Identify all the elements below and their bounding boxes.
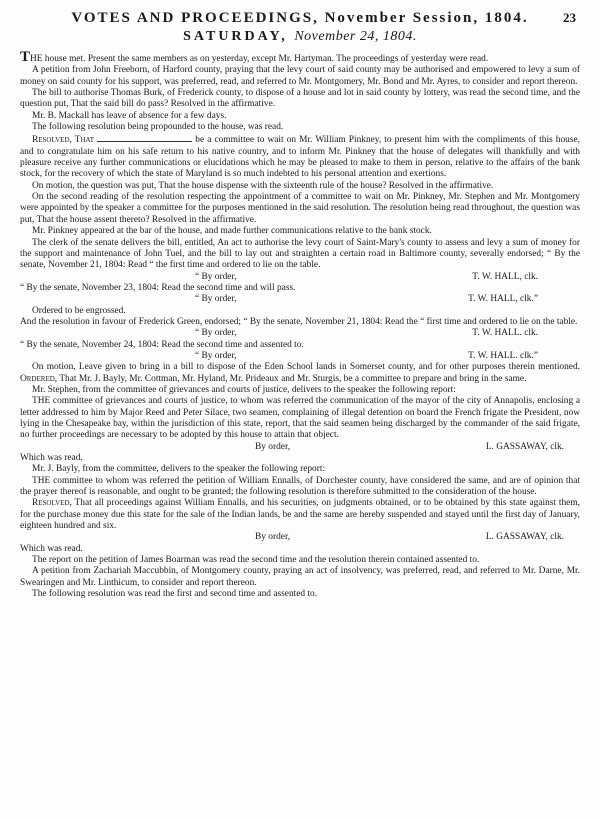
paragraph-house-met	[20, 49, 580, 65]
paragraph-sixteenth-rule: On motion, the question was put, That the house dispense with the sixteenth rule of the house? Resolved in the affirmative.	[32, 180, 494, 191]
by-order-label: “ By order,	[195, 271, 237, 282]
paragraph-text: On motion, Leave given to bring in a bill to dispose of the Eden School lands in Somerset county, and for other purposes therein mentioned.	[32, 362, 580, 373]
paragraph-following-resolution: The following resolution was read the first and second time and assented to.	[32, 589, 318, 600]
dateline-date: November 24, 1804.	[294, 29, 417, 44]
drop-cap: T	[20, 49, 31, 65]
signature-block	[20, 328, 580, 339]
signature-block	[20, 442, 580, 453]
by-order-label: “ By order,	[195, 328, 237, 339]
clerk-signature: L. GASSAWAY, clk.	[485, 441, 564, 452]
dateline-day: SATURDAY,	[183, 29, 288, 44]
paragraph-pinkney-resolution	[20, 133, 580, 180]
paragraph-which-was-read: Which was read.	[20, 453, 83, 464]
paragraph-ennalls-committee: THE committee to whom was referred the petition of William Ennalls, of Dorchester county, have considered the same, and are of opinion that the prayer thereof is reasonable, and ought to be granted; the following resolution is therefore submitted to the consideration of the house.	[20, 475, 580, 498]
paragraph-ennalls-resolution	[20, 498, 580, 532]
clerk-signature: T. W. HALL. clk.”	[468, 350, 538, 361]
blank-line	[97, 133, 192, 142]
clerk-signature: T. W. HALL, clk.	[472, 271, 538, 282]
by-order-label: By order,	[255, 532, 291, 543]
paragraph-text: be a committee to wait on Mr. William Pinkney, to present him with the compliments of this house, and to congratulate him on his safe return to his native country, and to inform Mr. Pinkney that the house of delegates will thankfully and with pleasure receive any further communications or elucidations which he may be pleased to make to them in person, relative to the affairs of the bank stock, for the recovery of which the state of Maryland is so much indebted to his personal attention and exertions.	[20, 135, 581, 180]
clerk-signature: L. GASSAWAY, clk.	[485, 532, 564, 543]
paragraph-senate-bills: The clerk of the senate delivers the bill, entitled, An act to authorise the levy court of Saint-Mary's county to assess and levy a sum of money for the support and maintenance of John Tuel, and the bill to lay out and straighten a certain road in Baltimore county, severally endorsed; “ By the senate, November 21, 1804: Read “ the first time and ordered to lie on the table.	[20, 237, 580, 271]
paragraph-text: That Mr. J. Bayly, Mr. Cottman, Mr. Hyland, Mr. Prideaux and Mr. Sturgis, be a committee to prepare and bring in the same.	[59, 373, 527, 384]
paragraph-stephen-report: Mr. Stephen, from the committee of grievances and courts of justice, delivers to the speaker the following report:	[32, 384, 456, 395]
signature-block	[20, 532, 580, 543]
page-header	[20, 8, 580, 28]
paragraph-freeborn-petition: A petition from John Freeborn, of Harford county, praying that the levy court of said county may be authorised and empowered to levy a sum of money on said county for his support, was preferred, read, and referred to Mr. Montgomery, Mr. Bond and Mr. Ayres, to consider and report thereon.	[20, 65, 580, 87]
signature-block	[20, 272, 580, 283]
dateline	[20, 28, 580, 46]
signature-block	[20, 351, 580, 362]
resolved-lead: Resolved,	[32, 498, 72, 509]
header-title: VOTES AND PROCEEDINGS, November Session, 1804.	[71, 10, 529, 26]
paragraph-second-reading: On the second reading of the resolution respecting the appointment of a committee to wait on Mr. Pinkney, Mr. Stephen and Mr. Montgomery were appointed by the speaker a committee for the purposes mentioned in the said resolution. The resolution being read throughout, the question was put, That the house assent thereto? Resolved in the affirmative.	[20, 192, 580, 225]
by-order-label: By order,	[255, 441, 291, 452]
paragraph-text: HE house met. Present the same members as on yesterday, except Mr. Hartyman. The proceedings of yesterday were read.	[30, 54, 489, 64]
paragraph-eden-school	[20, 362, 580, 385]
paragraph-mackall-leave: Mr. B. Mackall has leave of absence for a few days.	[32, 110, 227, 121]
senate-quote: “ By the senate, November 24, 1804: Read the second time and assented to.	[20, 339, 304, 350]
paragraph-engrossed: Ordered to be engrossed.	[32, 305, 126, 316]
paragraph-resolution-propounded: The following resolution being propounded to the house, was read.	[32, 122, 284, 133]
paragraph-bayly-report: Mr. J. Bayly, from the committee, delivers to the speaker the following report:	[32, 464, 326, 475]
page-number: 23	[563, 10, 576, 25]
paragraph-boarman-report: The report on the petition of James Boarman was read the second time and the resolution therein contained assented to.	[32, 555, 480, 566]
resolved-lead: Resolved, That	[32, 135, 95, 146]
paragraph-pinkney-appeared: Mr. Pinkney appeared at the bar of the house, and made further communications relative to the bank stock.	[32, 226, 432, 237]
by-order-label: “ By order,	[195, 294, 237, 305]
paragraph-text: That all proceedings against William Ennalls, and his securities, on judgments obtained, or to be obtained by this state against them, for the purchase money due this state for the sale of the Indian lands, be and the same are hereby suspended and stayed until the first day of January, eighteen hundred and six.	[20, 498, 580, 532]
paragraph-which-was-read: Which was read.	[20, 543, 83, 554]
paragraph-maccubbin-petition: A petition from Zachariah Maccubbin, of Montgomery county, praying an act of insolvency, was preferred, read, and referred to Mr. Darne, Mr. Swearingen and Mr. Linthicum, to consider and report thereon.	[20, 566, 580, 588]
senate-quote: “ By the senate, November 23, 1804: Read the second time and will pass.	[20, 282, 296, 293]
ordered-lead: Ordered,	[20, 373, 58, 384]
paragraph-green-resolution: And the resolution in favour of Frederick Green, endorsed; “ By the senate, November 21, 1804: Read the “ first time and ordered to lie on the table.	[20, 316, 578, 327]
clerk-signature: T. W. HALL. clk.	[472, 328, 538, 339]
clerk-signature: T. W. HALL, clk.”	[468, 294, 538, 305]
signature-block	[20, 294, 580, 305]
by-order-label: “ By order,	[195, 350, 237, 361]
paragraph-burk-bill: The bill to authorise Thomas Burk, of Frederick county, to dispose of a house and lot in said county by lottery, was read the second time, and the question put, That the said bill do pass? Resolved in the affirmative.	[20, 88, 580, 110]
paragraph-grievances-report: THE committee of grievances and courts of justice, to whom was referred the communication of the mayor of the city of Annapolis, enclosing a letter addressed to him by Major Reed and Peter Silace, two seamen, complaining of illegal detention on board the French frigate the President, now lying in the Chesapeake bay, within the jurisdiction of this state, report, that the said seamen being discharged by the commander of the said frigate, no further proceedings are necessary to be adopted by this house to attain that object.	[20, 396, 580, 441]
